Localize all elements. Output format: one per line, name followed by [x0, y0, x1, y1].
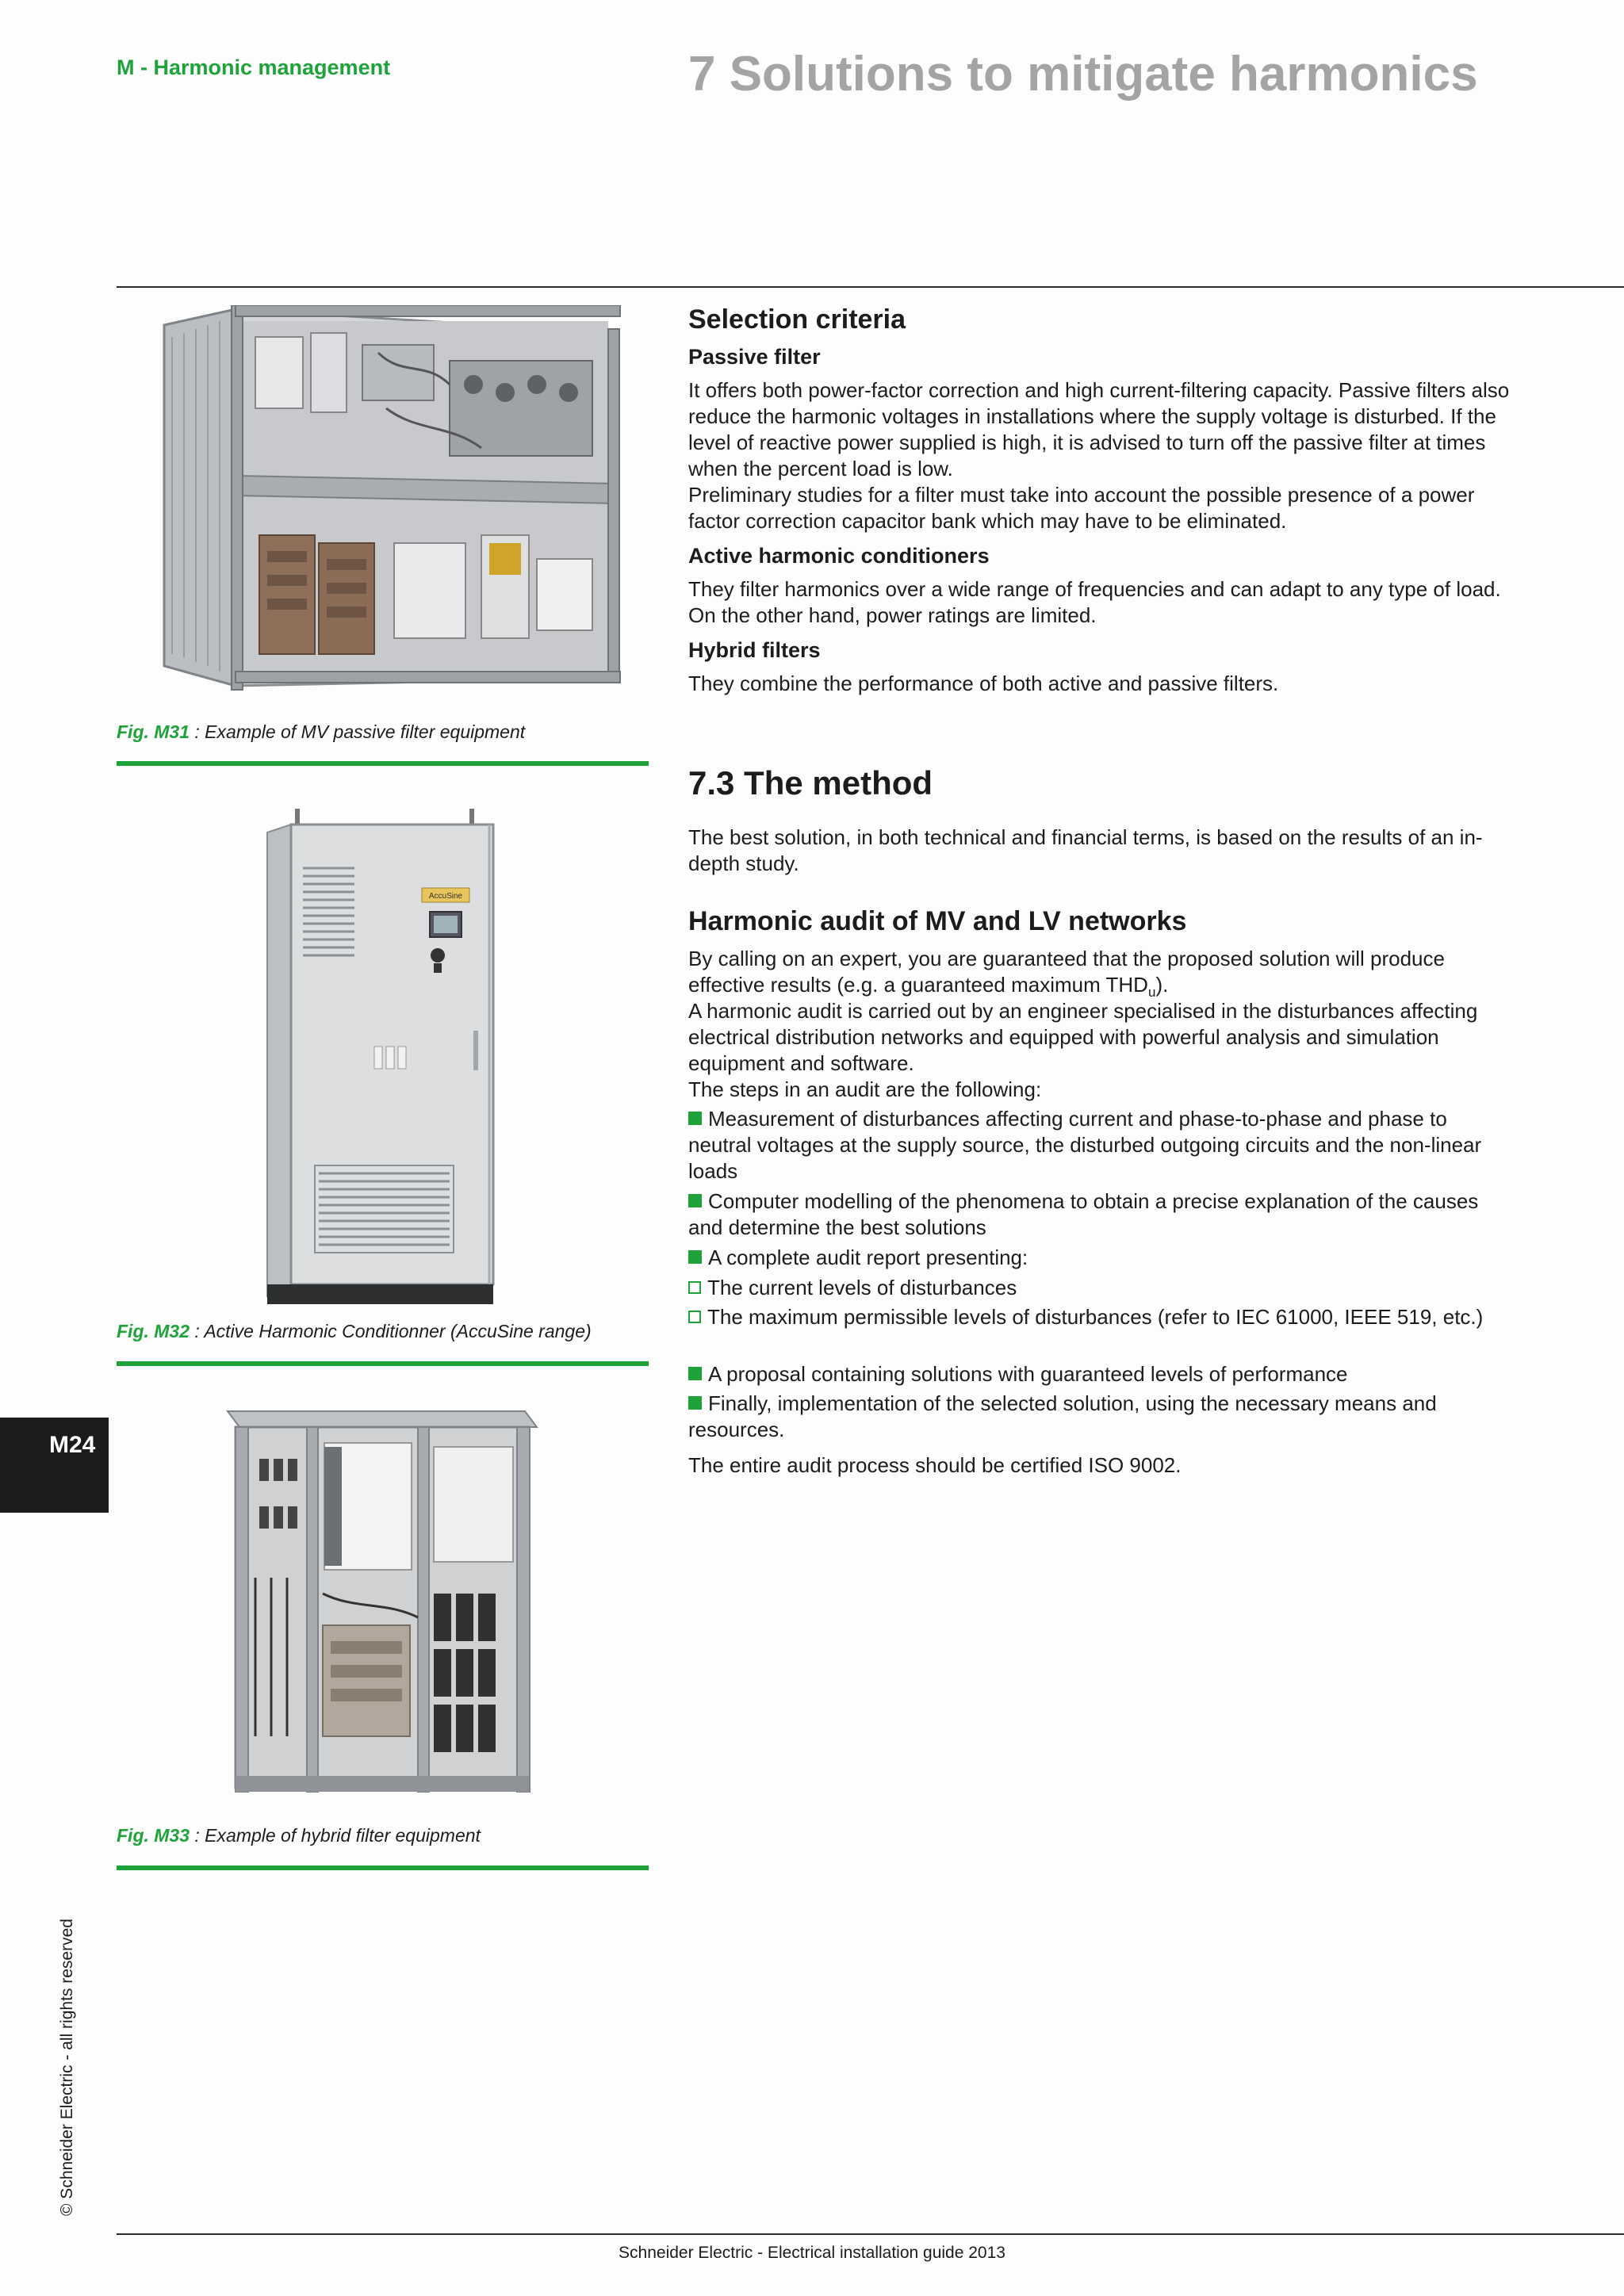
figure-m31-image	[117, 305, 648, 706]
figure-m33-caption	[117, 1825, 481, 1846]
figure-caption-text: : Active Harmonic Conditionner (AccuSine range)	[190, 1321, 592, 1341]
figure-m32-caption	[117, 1321, 592, 1342]
chapter-title: 7 Solutions to mitigate harmonics	[688, 47, 1478, 101]
figure-number: Fig. M33	[117, 1825, 190, 1846]
passive-filter-paragraph-2: Preliminary studies for a filter must take into account the possible presence of a power factor correction capacitor bank which may have to be eliminated.	[688, 483, 1475, 533]
accusine-nameplate: AccuSine	[428, 892, 463, 901]
hybrid-filters-heading: Hybrid filters	[688, 638, 821, 662]
bullet-square-icon	[688, 1250, 702, 1264]
figure-m33-divider	[117, 1866, 649, 1870]
audit-subbullet-1: The current levels of disturbances	[688, 1275, 1513, 1301]
hybrid-filters-paragraph: They combine the performance of both active and passive filters.	[688, 672, 1279, 695]
audit-bullet-5: Finally, implementation of the selected solution, using the necessary means and resources.	[688, 1391, 1437, 1441]
figure-number: Fig. M32	[117, 1321, 190, 1341]
page-number-tab	[0, 1418, 109, 1513]
figure-m32-divider	[117, 1361, 649, 1366]
bullet-open-square-icon	[688, 1281, 701, 1294]
figure-caption-text: : Example of MV passive filter equipment	[190, 721, 526, 742]
harmonic-audit-heading: Harmonic audit of MV and LV networks	[688, 906, 1187, 936]
section-label: M - Harmonic management	[117, 55, 391, 79]
page-number: M24	[49, 1432, 96, 1458]
footer-divider	[117, 2233, 1624, 2235]
bullet-open-square-icon	[688, 1311, 701, 1323]
passive-filter-paragraph-1: It offers both power-factor correction and high current-filtering capacity. Passive filters also reduce the harmonic voltages in installations where the supply voltage is disturbed. If the level of reactive power supplied is high, it is advised to turn off the passive filter at times when the percent load is low.	[688, 378, 1510, 480]
figure-caption-text: : Example of hybrid filter equipment	[190, 1825, 481, 1846]
copyright-notice: © Schneider Electric - all rights reserved	[58, 1919, 76, 2216]
figure-m33-image	[117, 1403, 648, 1808]
audit-bullet-2: Computer modelling of the phenomena to obtain a precise explanation of the causes and determine the best solutions	[688, 1189, 1479, 1239]
audit-subbullet-2: The maximum permissible levels of disturbances (refer to IEC 61000, IEEE 519, etc.)	[688, 1304, 1513, 1330]
header-divider	[117, 286, 1624, 288]
method-intro: The best solution, in both technical and financial terms, is based on the results of an in-depth study.	[688, 825, 1483, 875]
selection-criteria-heading: Selection criteria	[688, 304, 906, 335]
figure-m32-image	[117, 793, 648, 1304]
bullet-square-icon	[688, 1367, 702, 1380]
active-conditioners-heading: Active harmonic conditioners	[688, 544, 990, 568]
figure-m31-divider	[117, 761, 649, 766]
figure-number: Fig. M31	[117, 721, 190, 742]
audit-paragraph-3: The steps in an audit are the following:	[688, 1077, 1042, 1101]
audit-bullet-4: A proposal containing solutions with guaranteed levels of performance	[688, 1361, 1513, 1387]
active-conditioners-paragraph: They filter harmonics over a wide range of frequencies and can adapt to any type of load. On the other hand, power ratings are limited.	[688, 577, 1501, 627]
audit-closing: The entire audit process should be certified ISO 9002.	[688, 1453, 1182, 1477]
bullet-square-icon	[688, 1396, 702, 1410]
method-heading: 7.3 The method	[688, 764, 933, 802]
passive-filter-heading: Passive filter	[688, 345, 821, 369]
audit-paragraph-2: A harmonic audit is carried out by an engineer specialised in the disturbances affecting electrical distribution networks and equipped with powerful analysis and simulation equipment and software.	[688, 999, 1478, 1075]
audit-bullet-3: A complete audit report presenting:	[688, 1245, 1513, 1271]
bullet-square-icon	[688, 1112, 702, 1125]
audit-bullet-1: Measurement of disturbances affecting current and phase-to-phase and phase to neutral voltages at the supply source, the disturbed outgoing circuits and the non-linear loads	[688, 1107, 1482, 1183]
bullet-square-icon	[688, 1194, 702, 1207]
footer-text: Schneider Electric - Electrical installation guide 2013	[619, 2244, 1005, 2262]
audit-paragraph-1: By calling on an expert, you are guaranteed that the proposed solution will produce effective results (e.g. a guaranteed maximum $THD_u$).	[688, 947, 1445, 1001]
figure-m31-caption	[117, 721, 525, 743]
